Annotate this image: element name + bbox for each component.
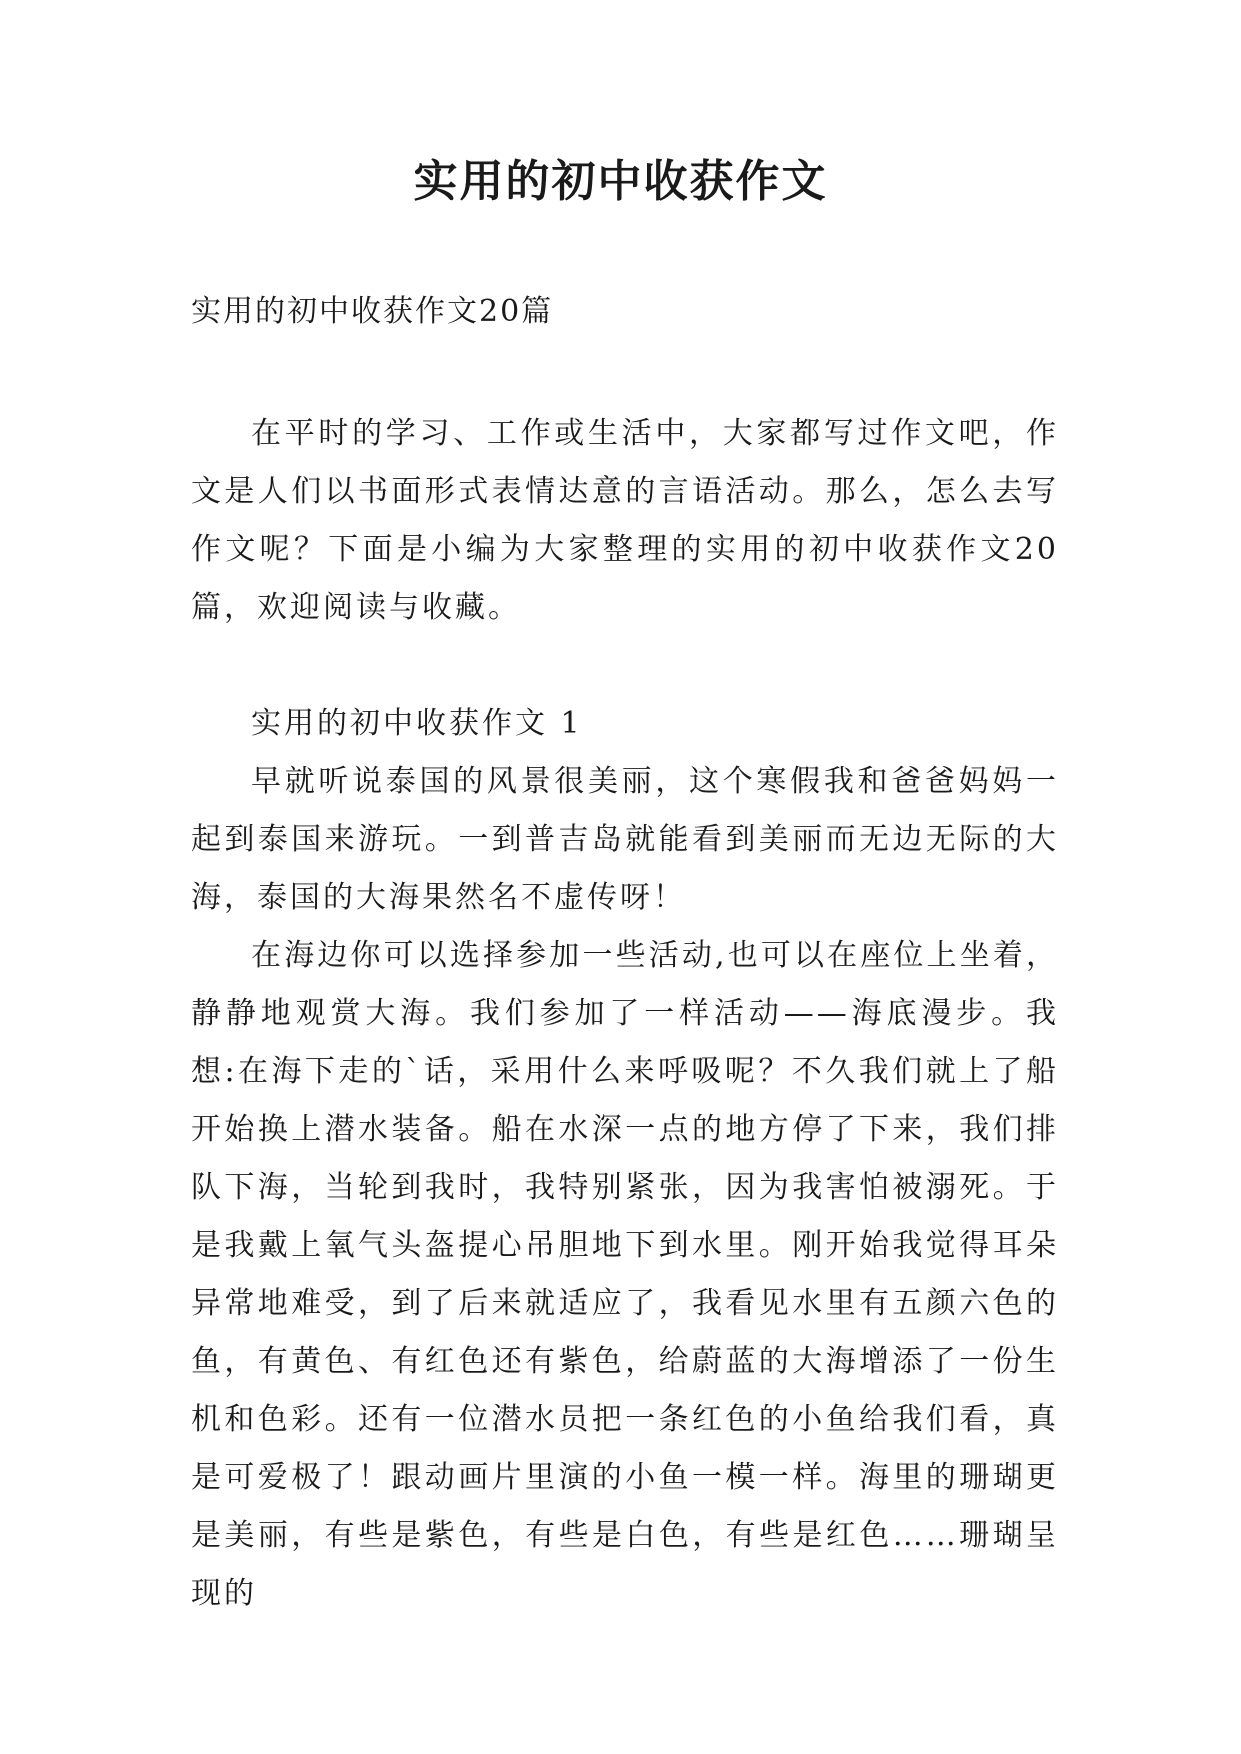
document-subtitle: 实用的初中收获作文20篇 bbox=[191, 294, 554, 329]
intro-paragraph: 在平时的学习、工作或生活中，大家都写过作文吧，作文是人们以书面形式表情达意的言语活动。那么，怎么去写作文呢？下面是小编为大家整理的实用的初中收获作文20篇，欢迎阅读与收藏。 bbox=[191, 416, 1059, 625]
essay-heading: 实用的初中收获作文 1 bbox=[251, 706, 583, 741]
essay-paragraph-1: 早就听说泰国的风景很美丽，这个寒假我和爸爸妈妈一起到泰国来游玩。一到普吉岛就能看到美丽而无边无际的大海，泰国的大海果然名不虚传呀！ bbox=[191, 764, 1059, 915]
essay-block bbox=[191, 695, 1059, 1623]
document-title: 实用的初中收获作文 bbox=[413, 156, 828, 207]
intro-block bbox=[191, 405, 1059, 637]
essay-paragraph-2: 在海边你可以选择参加一些活动,也可以在座位上坐着，静静地观赏大海。我们参加了一样活动——海底漫步。我想:在海下走的`话，采用什么来呼吸呢？不久我们就上了船开始换上潜水装备。船在水深一点的地方停了下来，我们排队下海，当轮到我时，我特别紧张，因为我害怕被溺死。于是我戴上氧气头盔提心吊胆地下到水里。刚开始我觉得耳朵异常地难受，到了后来就适应了，我看见水里有五颜六色的鱼，有黄色、有红色还有紫色，给蔚蓝的大海增添了一份生机和色彩。还有一位潜水员把一条红色的小鱼给我们看，真是可爱极了！跟动画片里演的小鱼一模一样。海里的珊瑚更是美丽，有些是紫色，有些是白色，有些是红色……珊瑚呈现的 bbox=[191, 938, 1059, 1611]
